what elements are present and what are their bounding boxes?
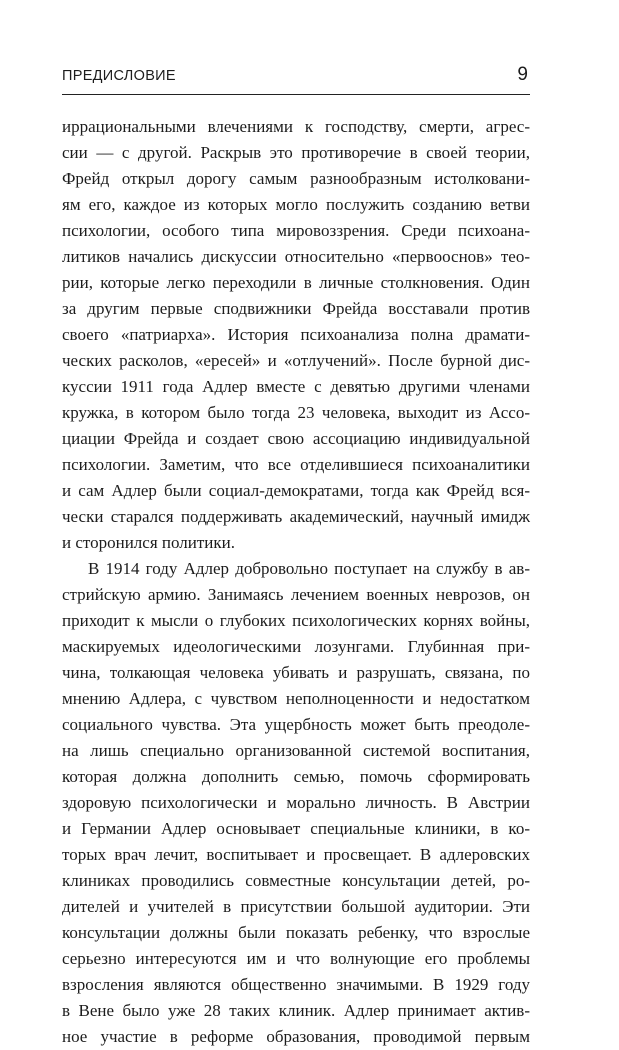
text-line: чина, толкающая человека убивать и разрушать, связана, по [62, 663, 530, 682]
text-line: психологии, особого типа мировоззрения. Среди психоана- [62, 221, 530, 240]
text-line: сии — с другой. Раскрыв это противоречие в своей теории, [62, 143, 530, 162]
text-line: Фрейд открыл дорогу самым разнообразным истолковани- [62, 169, 530, 188]
text-line: дителей и учителей в присутствии большой аудитории. Эти [62, 897, 530, 916]
text-line: и сторонился политики. [62, 533, 235, 552]
running-title: ПРЕДИСЛОВИЕ [62, 68, 176, 84]
body-text [62, 114, 530, 1050]
text-line: стрийскую армию. Занимаясь лечением военных неврозов, он [62, 585, 530, 604]
text-line: В 1914 году Адлер добровольно поступает на службу в ав- [88, 559, 530, 578]
text-line: которая должна дополнить семью, помочь сформировать [62, 767, 530, 786]
text-line: в Вене было уже 28 таких клиник. Адлер принимает актив- [62, 1001, 530, 1020]
text-line: ческих расколов, «ересей» и «отлучений». После бурной дис- [62, 351, 530, 370]
text-line: рии, которые легко переходили в личные столкновения. Один [62, 273, 530, 292]
running-header [62, 64, 530, 95]
text-line: серьезно интересуются им и что волнующие его проблемы [62, 949, 530, 968]
text-line: маскируемых идеологическими лозунгами. Глубинная при- [62, 637, 530, 656]
text-line: здоровую психологически и морально личность. В Австрии [62, 793, 530, 812]
text-line: иррациональными влечениями к господству, смерти, агрес- [62, 117, 530, 136]
text-line: взросления являются общественно значимыми. В 1929 году [62, 975, 530, 994]
text-line: куссии 1911 года Адлер вместе с девятью другими членами [62, 377, 530, 396]
text-line: за другим первые сподвижники Фрейда восставали против [62, 299, 530, 318]
text-line: торых врач лечит, воспитывает и просвещает. В адлеровских [62, 845, 530, 864]
text-line: консультации должны были показать ребенку, что взрослые [62, 923, 530, 942]
text-line: своего «патриарха». История психоанализа полна драмати- [62, 325, 530, 344]
text-line: на лишь специально организованной системой воспитания, [62, 741, 530, 760]
text-line: и Германии Адлер основывает специальные клиники, в ко- [62, 819, 530, 838]
text-line: чески старался поддерживать академический, научный имидж [62, 507, 530, 526]
text-line: психологии. Заметим, что все отделившиеся психоаналитики [62, 455, 530, 474]
text-line: клиниках проводились совместные консультации детей, ро- [62, 871, 530, 890]
paragraph-2 [62, 556, 530, 1050]
paragraph-1 [62, 114, 530, 556]
text-line: циации Фрейда и создает свою ассоциацию индивидуальной [62, 429, 530, 448]
text-line: ное участие в реформе образования, проводимой первым [62, 1027, 530, 1046]
text-line: приходит к мысли о глубоких психологических корнях войны, [62, 611, 530, 630]
text-line: и сам Адлер были социал-демократами, тогда как Фрейд вся- [62, 481, 530, 500]
text-line: ям его, каждое из которых могло послужить созданию ветви [62, 195, 530, 214]
text-line: мнению Адлера, с чувством неполноценности и недостатком [62, 689, 530, 708]
text-line: социального чувства. Эта ущербность может быть преодоле- [62, 715, 530, 734]
text-line: кружка, в котором было тогда 23 человека, выходит из Ассо- [62, 403, 530, 422]
text-line: литиков начались дискуссии относительно «первооснов» тео- [62, 247, 530, 266]
page-number: 9 [517, 64, 528, 85]
